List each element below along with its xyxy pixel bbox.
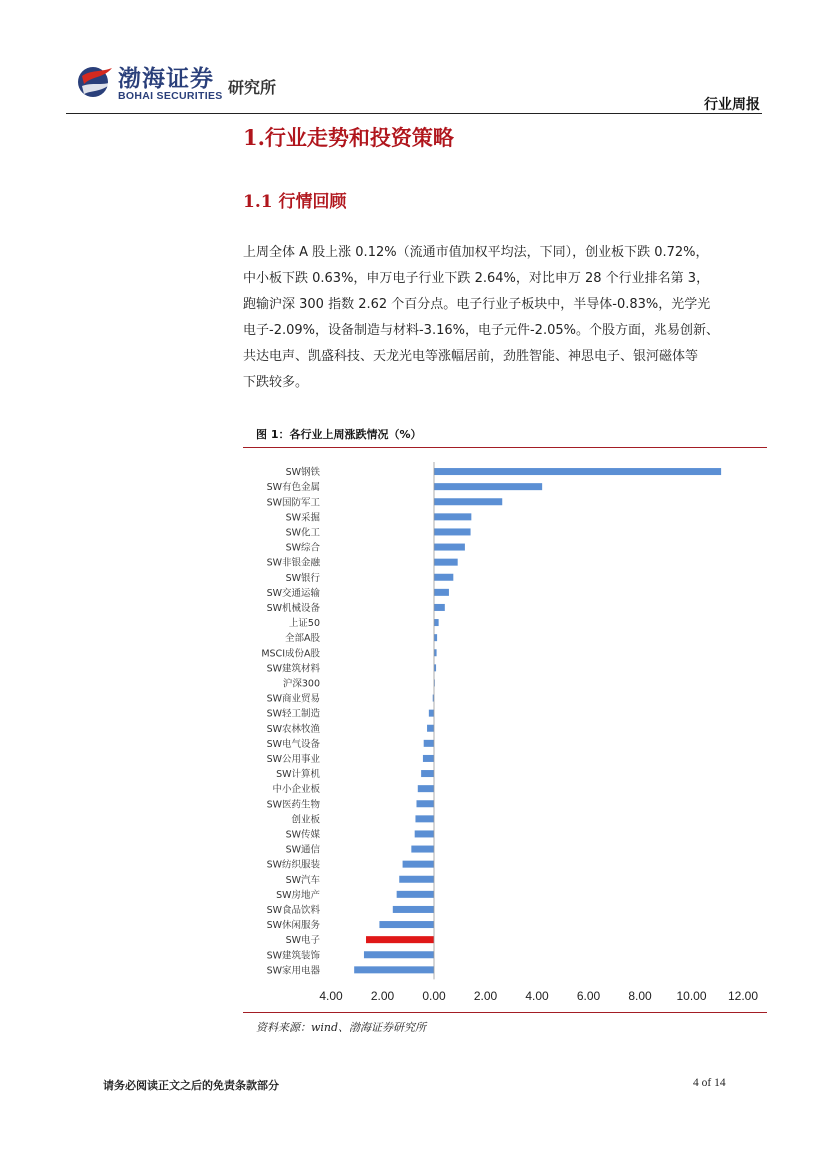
category-label: 创业板 <box>291 814 320 826</box>
bar-SW公用事业 <box>423 755 434 762</box>
bar-SW食品饮料 <box>393 906 434 913</box>
x-tick-label: 6.00 <box>576 989 601 1003</box>
category-label: 中小企业板 <box>272 784 320 796</box>
bar-SW电气设备 <box>424 740 434 747</box>
bar-SW国防军工 <box>434 498 502 505</box>
header-divider <box>66 113 762 114</box>
category-label: SW有色金属 <box>266 482 320 494</box>
x-tick-label: 10.00 <box>676 989 707 1003</box>
bar-SW电子 <box>366 936 434 943</box>
bar-SW农林牧渔 <box>427 725 434 732</box>
category-label: 沪深300 <box>282 678 320 690</box>
bar-SW休闲服务 <box>379 921 434 928</box>
category-label: 全部A股 <box>285 633 320 645</box>
industry-change-bar-chart <box>243 452 767 1008</box>
figure-source: 资料来源：wind、渤海证券研究所 <box>256 1021 427 1034</box>
figure-title: 图 1：各行业上周涨跌情况（%） <box>256 428 422 441</box>
disclaimer-note: 请务必阅读正文之后的免责条款部分 <box>103 1079 279 1092</box>
bar-SW综合 <box>434 544 465 551</box>
category-label: SW家用电器 <box>266 965 320 977</box>
x-tick-label: 2.00 <box>473 989 498 1003</box>
category-label: SW公用事业 <box>266 753 320 765</box>
bar-全部A股 <box>434 634 437 641</box>
category-label: SW化工 <box>285 527 320 539</box>
category-label: SW交通运输 <box>266 587 320 599</box>
x-tick-label: 2.00 <box>370 989 395 1003</box>
institute-label: 研究所 <box>228 78 277 97</box>
subsection-heading: 1.1 行情回顾 <box>243 192 347 212</box>
logo-chinese-name: 渤海证券 <box>118 65 214 92</box>
bar-SW纺织服装 <box>403 861 434 868</box>
category-label: SW建筑材料 <box>266 663 320 675</box>
bar-上证50 <box>434 619 439 626</box>
bohai-logo-icon <box>78 62 114 102</box>
report-type: 行业周报 <box>704 97 760 113</box>
category-label: SW机械设备 <box>266 602 320 614</box>
section-heading: 1.行业走势和投资策略 <box>243 125 454 150</box>
category-label: SW电子 <box>285 935 320 947</box>
bar-中小企业板 <box>418 785 434 792</box>
x-tick-label: 4.00 <box>525 989 549 1003</box>
bar-SW传媒 <box>415 830 434 837</box>
bar-SW医药生物 <box>416 800 434 807</box>
page-number: 4 of 14 <box>693 1077 726 1089</box>
category-label: SW综合 <box>285 542 320 554</box>
category-label: SW汽车 <box>285 874 320 886</box>
bar-创业板 <box>415 815 434 822</box>
bar-SW采掘 <box>434 513 471 520</box>
bar-SW银行 <box>434 574 453 581</box>
category-label: SW轻工制造 <box>266 708 320 720</box>
paragraph-line: 电子-2.09%，设备制造与材料-3.16%，电子元件-2.05%。个股方面，兆易创新、 <box>243 323 719 338</box>
x-tick-label: 4.00 <box>319 989 343 1003</box>
bar-SW交通运输 <box>434 589 449 596</box>
figure-bottom-rule <box>243 1012 767 1013</box>
bar-SW轻工制造 <box>429 710 434 717</box>
bar-SW化工 <box>434 528 471 535</box>
figure-top-rule <box>243 447 767 448</box>
bar-SW汽车 <box>399 876 434 883</box>
bar-SW计算机 <box>421 770 434 777</box>
category-label: SW农林牧渔 <box>266 723 320 735</box>
category-label: SW通信 <box>285 844 320 856</box>
category-label: SW银行 <box>285 572 320 584</box>
paragraph-line: 中小板下跌 0.63%，申万电子行业下跌 2.64%，对比申万 28 个行业排名第 3， <box>243 271 710 286</box>
category-label: SW电气设备 <box>266 738 320 750</box>
x-tick-label: 8.00 <box>628 989 652 1003</box>
category-label: SW纺织服装 <box>266 859 320 871</box>
logo-english-name: BOHAI SECURITIES <box>118 90 223 102</box>
category-label: SW传媒 <box>285 829 320 841</box>
bar-SW非银金融 <box>434 559 458 566</box>
x-tick-label: 0.00 <box>422 989 446 1003</box>
category-label: SW采掘 <box>285 512 320 524</box>
category-label: SW食品饮料 <box>266 904 320 916</box>
bar-SW通信 <box>411 846 434 853</box>
bar-SW有色金属 <box>434 483 542 490</box>
bar-SW家用电器 <box>354 966 434 973</box>
market-review-paragraph <box>243 240 759 396</box>
paragraph-line: 共达电声、凯盛科技、天龙光电等涨幅居前，劲胜智能、神思电子、银河磁体等 <box>243 349 699 364</box>
x-tick-label: 12.00 <box>727 989 759 1003</box>
category-label: SW非银金融 <box>266 557 320 569</box>
category-label: SW建筑装饰 <box>266 950 320 962</box>
bar-SW机械设备 <box>434 604 445 611</box>
bar-SW钢铁 <box>434 468 721 475</box>
paragraph-line: 跑输沪深 300 指数 2.62 个百分点。电子行业子板块中，半导体-0.83%，光学光 <box>243 297 711 312</box>
company-logo <box>78 58 288 108</box>
category-label: SW医药生物 <box>266 799 320 811</box>
category-label: SW国防军工 <box>266 497 320 509</box>
bar-SW建筑装饰 <box>364 951 434 958</box>
category-label: SW商业贸易 <box>266 693 320 705</box>
category-label: SW计算机 <box>276 769 320 781</box>
category-label: SW房地产 <box>276 889 320 901</box>
category-label: MSCI成份A股 <box>261 648 320 660</box>
category-label: SW休闲服务 <box>266 920 320 932</box>
category-label: SW钢铁 <box>285 467 320 479</box>
paragraph-line: 上周全体 A 股上涨 0.12%（流通市值加权平均法，下同），创业板下跌 0.72%， <box>243 245 709 260</box>
paragraph-line: 下跌较多。 <box>243 375 309 390</box>
bar-SW房地产 <box>397 891 434 898</box>
category-label: 上证50 <box>288 618 320 630</box>
